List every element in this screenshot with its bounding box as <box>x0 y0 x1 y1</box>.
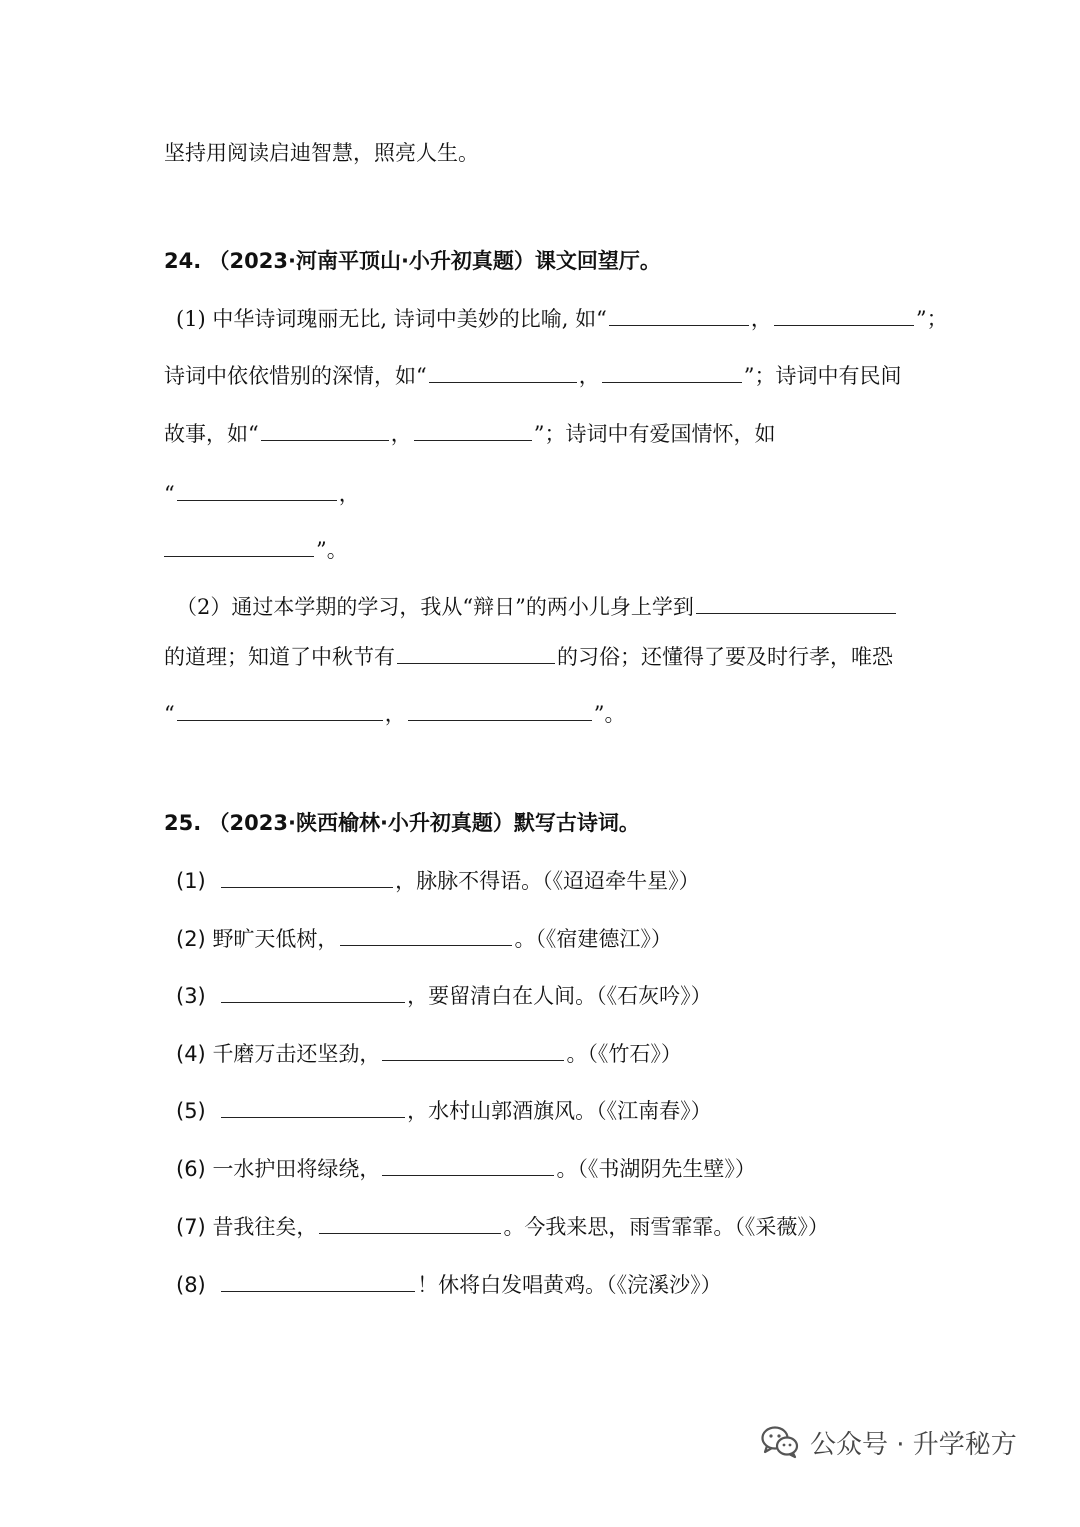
q25-item-6: (6) 一水护田将绿绕， 。（《书湖阴先生壁》） <box>176 1157 756 1181</box>
answer-blank[interactable] <box>609 305 749 326</box>
q24-heading <box>164 247 661 275</box>
watermark-text: 公众号 · 升学秘方 <box>810 1429 1017 1460</box>
q25-item-2: (2) 野旷天低树， 。（《宿建德江》） <box>176 927 672 951</box>
answer-blank[interactable] <box>177 480 337 501</box>
q25-source: （2023·陕西榆林·小升初真题） <box>208 811 514 835</box>
q25-item-5: (5) ，水村山郭酒旗风。（《江南春》） <box>176 1099 712 1123</box>
answer-blank[interactable] <box>221 867 393 888</box>
q24-number: 24. <box>164 249 202 273</box>
answer-blank[interactable] <box>177 700 383 721</box>
q25-title: 默写古诗词。 <box>513 811 640 835</box>
answer-blank[interactable] <box>429 362 577 383</box>
answer-blank[interactable] <box>696 593 896 614</box>
q24-p2-line2: 的道理；知道了中秋节有 的习俗；还懂得了要及时行孝，唯恐 <box>164 645 893 669</box>
answer-blank[interactable] <box>340 925 512 946</box>
wechat-icon <box>760 1425 800 1459</box>
answer-blank[interactable] <box>774 305 914 326</box>
watermark <box>760 1422 1017 1462</box>
q25-heading <box>164 809 640 837</box>
q25-item-8: (8) ！休将白发唱黄鸡。（《浣溪沙》） <box>176 1273 722 1297</box>
answer-blank[interactable] <box>382 1155 554 1176</box>
answer-blank[interactable] <box>164 536 314 557</box>
q24-p1-line1: (1) 中华诗词瑰丽无比, 诗词中美妙的比喻, 如“ ， ”； <box>176 307 948 331</box>
q24-p1-line3: 故事，如“ ， ”；诗词中有爱国情怀，如 <box>164 422 776 446</box>
q24-source: （2023·河南平顶山·小升初真题） <box>208 249 535 273</box>
intro-line: 坚持用阅读启迪智慧，照亮人生。 <box>164 141 479 165</box>
q25-item-7: (7) 昔我往矣， 。今我来思，雨雪霏霏。（《采薇》） <box>176 1215 829 1239</box>
q25-number: 25. <box>164 811 202 835</box>
q25-item-3: (3) ，要留清白在人间。（《石灰吟》） <box>176 984 712 1008</box>
answer-blank[interactable] <box>602 362 742 383</box>
answer-blank[interactable] <box>382 1040 564 1061</box>
q24-p2-line3: “ ， ”。 <box>164 702 626 726</box>
q24-p2-line1: （2）通过本学期的学习，我从“辩日”的两小儿身上学到 <box>176 593 898 621</box>
answer-blank[interactable] <box>221 1097 405 1118</box>
answer-blank[interactable] <box>414 420 532 441</box>
answer-blank[interactable] <box>408 700 592 721</box>
answer-blank[interactable] <box>319 1213 501 1234</box>
answer-blank[interactable] <box>397 643 555 664</box>
answer-blank[interactable] <box>221 1271 415 1292</box>
q25-item-4: (4) 千磨万击还坚劲， 。（《竹石》） <box>176 1042 682 1066</box>
q25-item-1: (1) ，脉脉不得语。（《迢迢牵牛星》） <box>176 869 700 893</box>
q24-title: 课文回望厅。 <box>534 249 661 273</box>
answer-blank[interactable] <box>221 982 405 1003</box>
q24-p1-line5: ”。 <box>162 536 348 564</box>
answer-blank[interactable] <box>261 420 389 441</box>
q24-p1-line4: “ ， <box>164 482 360 506</box>
q24-p1-line2: 诗词中依依惜别的深情，如“ ， ”；诗词中有民间 <box>164 364 902 388</box>
